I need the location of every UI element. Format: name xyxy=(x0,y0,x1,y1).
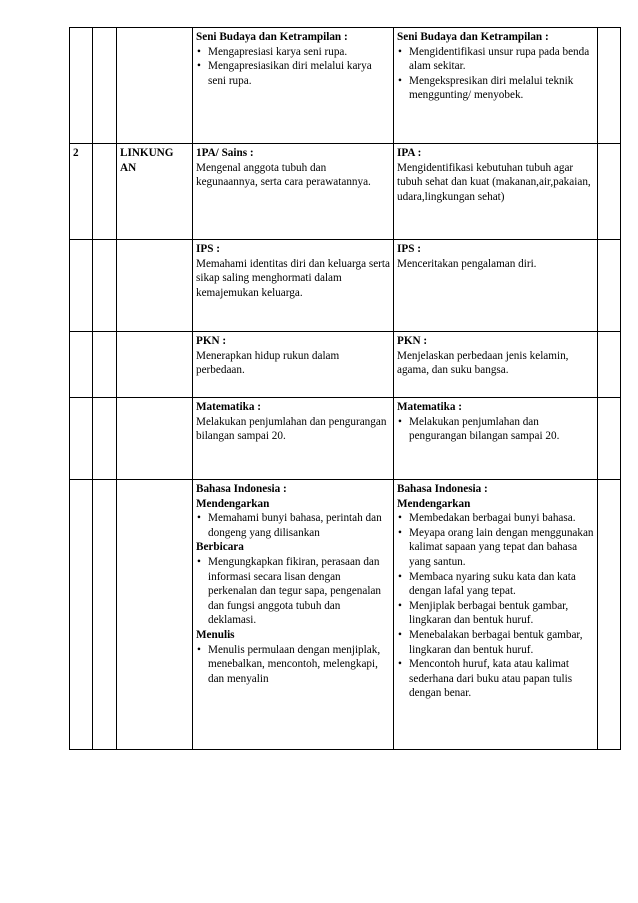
empty-cell xyxy=(598,332,621,398)
subject-heading: 1PA/ Sains : xyxy=(196,147,254,159)
skill-heading-writing: Menulis xyxy=(196,628,235,641)
empty-cell xyxy=(117,480,193,750)
subject-heading: IPA : xyxy=(397,147,422,159)
empty-cell xyxy=(598,240,621,332)
bullet-list xyxy=(196,45,390,89)
bullet-list xyxy=(397,511,594,701)
subject-heading: Seni Budaya dan Ketrampilan : xyxy=(196,31,348,43)
table-row-matematika xyxy=(70,398,621,480)
theme-name xyxy=(117,144,193,240)
subject-heading: IPS : xyxy=(196,243,220,255)
list-item: • Mengapresiasikan diri melalui karya seni rupa. xyxy=(196,59,390,88)
list-item: • Menjiplak berbagai bentuk gambar, lingkaran dan bentuk huruf. xyxy=(397,599,594,628)
table-row-bahasa-indonesia xyxy=(70,480,621,750)
theme-name-line: LINKUNG xyxy=(120,147,174,159)
skill-heading-listening: Mendengarkan xyxy=(196,497,270,510)
competency-text: Memahami identitas diri dan keluarga serta sikap saling menghormati dalam kemajemukan keluarga. xyxy=(196,257,390,299)
curriculum-table xyxy=(69,27,621,750)
empty-cell xyxy=(70,332,93,398)
bullet-list xyxy=(397,45,594,103)
basic-competency-cell xyxy=(394,144,598,240)
competency-standard-cell xyxy=(193,240,394,332)
basic-competency-cell xyxy=(394,240,598,332)
table-row-seni-budaya xyxy=(70,28,621,144)
competency-text: Menceritakan pengalaman diri. xyxy=(397,257,537,270)
empty-cell xyxy=(93,240,117,332)
skill-heading-listening: Mendengarkan xyxy=(397,497,471,510)
subject-heading: IPS : xyxy=(397,243,421,255)
table-row-pkn xyxy=(70,332,621,398)
competency-standard-cell xyxy=(193,144,394,240)
list-item: • Memahami bunyi bahasa, perintah dan dongeng yang dilisankan xyxy=(196,511,390,540)
basic-competency-cell xyxy=(394,332,598,398)
subject-heading: Matematika : xyxy=(397,401,462,413)
empty-cell xyxy=(117,332,193,398)
basic-competency-cell xyxy=(394,398,598,480)
list-item: • Mengapresiasi karya seni rupa. xyxy=(196,45,390,60)
bullet-list xyxy=(196,643,390,687)
list-item: • Melakukan penjumlahan dan pengurangan bilangan sampai 20. xyxy=(397,415,594,444)
empty-cell xyxy=(70,480,93,750)
empty-cell xyxy=(117,398,193,480)
subject-heading: PKN : xyxy=(196,335,227,347)
list-item: • Menebalakan berbagai bentuk gambar, lingkaran dan bentuk huruf. xyxy=(397,628,594,657)
subject-heading: Matematika : xyxy=(196,401,261,413)
empty-cell xyxy=(70,240,93,332)
list-item: • Mengidentifikasi unsur rupa pada benda alam sekitar. xyxy=(397,45,594,74)
bullet-list xyxy=(196,555,390,628)
competency-standard-cell xyxy=(193,28,394,144)
basic-competency-cell xyxy=(394,28,598,144)
competency-standard-cell xyxy=(193,480,394,750)
list-item: • Mencontoh huruf, kata atau kalimat sederhana dari buku atau papan tulis dengan benar. xyxy=(397,657,594,701)
list-item: • Meyapa orang lain dengan menggunakan kalimat sapaan yang tepat dan bahasa yang santun. xyxy=(397,526,594,570)
empty-cell xyxy=(598,398,621,480)
empty-cell xyxy=(70,398,93,480)
basic-competency-cell xyxy=(394,480,598,750)
table-row-ipa xyxy=(70,144,621,240)
empty-cell xyxy=(93,28,117,144)
empty-cell xyxy=(93,332,117,398)
empty-cell xyxy=(93,398,117,480)
list-item: • Membedakan berbagai bunyi bahasa. xyxy=(397,511,594,526)
competency-text: Menerapkan hidup rukun dalam perbedaan. xyxy=(196,349,340,377)
competency-text: Melakukan penjumlahan dan pengurangan bilangan sampai 20. xyxy=(196,415,387,443)
bullet-list xyxy=(196,511,390,540)
empty-cell xyxy=(598,480,621,750)
theme-cell xyxy=(117,28,193,144)
empty-cell xyxy=(93,480,117,750)
list-item: • Mengungkapkan fikiran, perasaan dan informasi secara lisan dengan perkenalan dan tegur sapa, pengenalan dan fungsi anggota tubuh dan deklamasi. xyxy=(196,555,390,628)
subject-heading: Seni Budaya dan Ketrampilan : xyxy=(397,31,549,43)
empty-cell xyxy=(93,144,117,240)
competency-standard-cell xyxy=(193,398,394,480)
competency-text: Menjelaskan perbedaan jenis kelamin, agama, dan suku bangsa. xyxy=(397,349,569,377)
subject-heading: Bahasa Indonesia : xyxy=(397,483,488,495)
table-row-ips xyxy=(70,240,621,332)
list-item: • Membaca nyaring suku kata dan kata dengan lafal yang tepat. xyxy=(397,570,594,599)
competency-standard-cell xyxy=(193,332,394,398)
competency-text: Mengenal anggota tubuh dan kegunaannya, serta cara perawatannya. xyxy=(196,161,371,189)
number-cell xyxy=(70,28,93,144)
list-item: • Menulis permulaan dengan menjiplak, menebalkan, mencontoh, melengkapi, dan menyalin xyxy=(196,643,390,687)
list-item: • Mengekspresikan diri melalui teknik menggunting/ menyobek. xyxy=(397,74,594,103)
empty-cell xyxy=(598,144,621,240)
subject-heading: PKN : xyxy=(397,335,428,347)
theme-name-line: AN xyxy=(120,161,137,174)
empty-cell xyxy=(598,28,621,144)
row-number: 2 xyxy=(70,144,93,240)
subject-heading: Bahasa Indonesia : xyxy=(196,483,287,495)
skill-heading-speaking: Berbicara xyxy=(196,541,244,554)
empty-cell xyxy=(117,240,193,332)
bullet-list xyxy=(397,415,594,444)
competency-text: Mengidentifikasi kebutuhan tubuh agar tubuh sehat dan kuat (makanan,air,pakaian, udara,lingkungan sehat) xyxy=(397,161,591,203)
